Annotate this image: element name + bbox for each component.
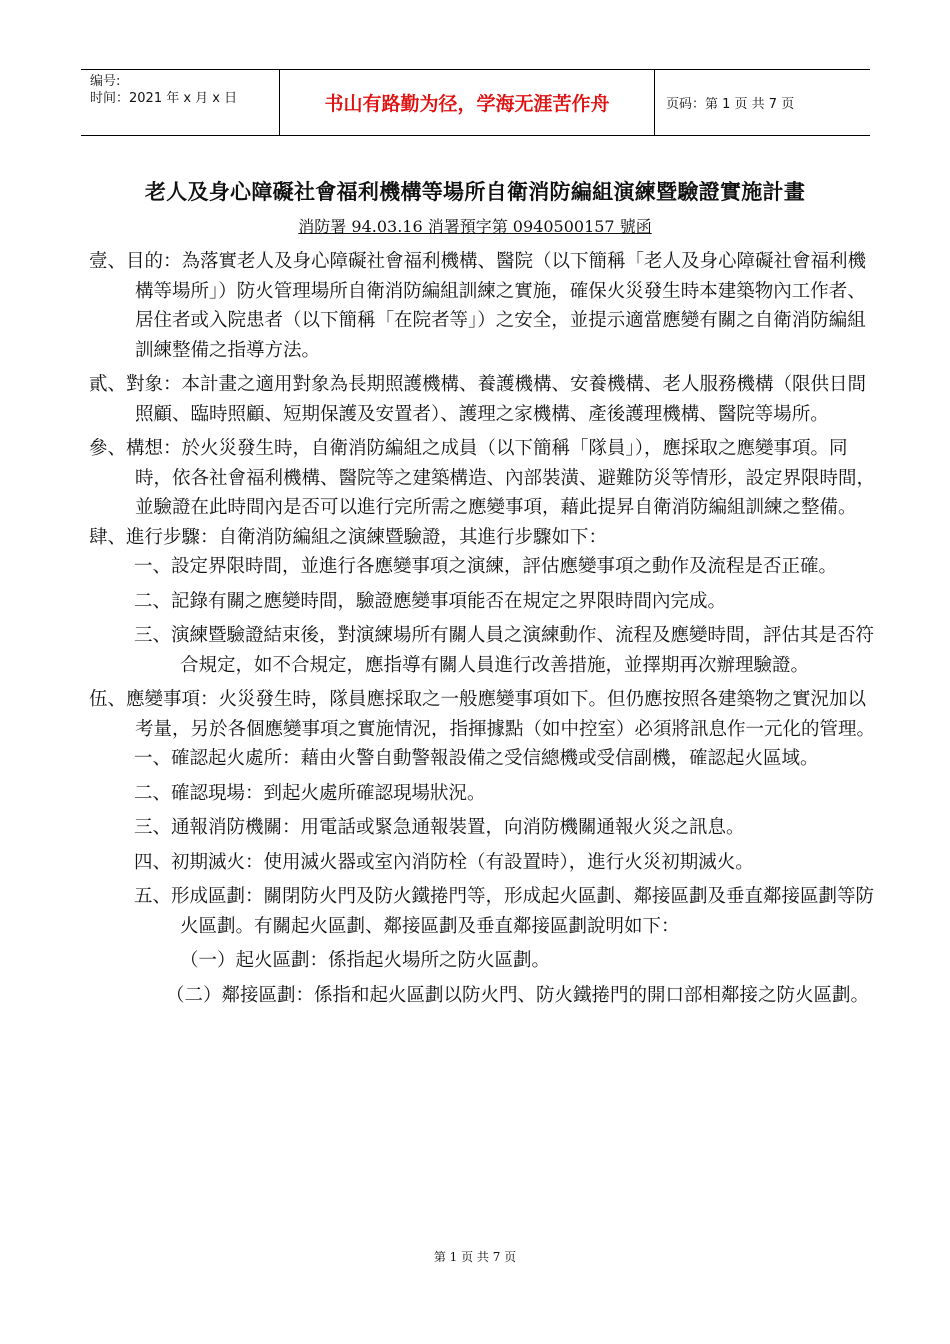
step-item: 一、設定界限時間，並進行各應變事項之演練，評估應變事項之動作及流程是否正確。 [134,556,838,577]
section-concept: 參、構想：於火災發生時，自衛消防編組之成員（以下簡稱「隊員」），應採取之應變事項。同時，依各社會福利機構、醫院等之建築構造、內部裝潢、避難防災等情形，設定界限時間，並驗證在此時間內是否可以進行完所需之應變事項，藉此提昇自衛消防編組訓練之整備。 [89,438,876,518]
zone-item: （一）起火區劃：係指起火場所之防火區劃。 [180,950,551,971]
section-purpose: 壹、目的：為落實老人及身心障礙社會福利機構、醫院（以下簡稱「老人及身心障礙社會福利機構等場所」）防火管理場所自衛消防編組訓練之實施，確保火災發生時本建築物內工作者、居住者或入院患者（以下簡稱「在院者等」）之安全，並提示適當應變有關之自衛消防編組訓練整備之指導方法。 [89,251,867,361]
response-item: 二、確認現場：到起火處所確認現場狀況。 [134,782,486,804]
document-body [89,247,879,1010]
document-title: 老人及身心障礙社會福利機構等場所自衛消防編組演練暨驗證實施計畫 [144,179,806,204]
response-item: 三、通報消防機關：用電話或緊急通報裝置，向消防機關通報火災之訊息。 [134,817,745,838]
page-footer: 第 1 页 共 7 页 [433,1250,517,1264]
document-header [81,69,870,136]
step-item: 二、記錄有關之應變時間，驗證應變事項能否在規定之界限時間內完成。 [134,590,727,612]
number-label: 编号: [90,74,121,89]
zone-item: （二）鄰接區劃：係指和起火區劃以防火門、防火鐵捲門的開口部相鄰接之防火區劃。 [166,984,870,1006]
header-meta [81,70,280,135]
header-motto: 书山有路勤为径，学海无涯苦作舟 [280,70,655,135]
response-item: 五、形成區劃：關閉防火門及防火鐵捲門等，形成起火區劃、鄰接區劃及垂直鄰接區劃等防火區劃。有關起火區劃、鄰接區劃及垂直鄰接區劃說明如下： [134,886,875,937]
step-item: 三、演練暨驗證結束後，對演練場所有關人員之演練動作、流程及應變時間，評估其是否符合規定，如不合規定，應指導有關人員進行改善措施，並擇期再次辦理驗證。 [134,625,875,676]
section-steps: 肆、進行步驟：自衛消防編組之演練暨驗證，其進行步驟如下： [89,526,608,548]
response-item: 四、初期滅火：使用滅火器或室內消防栓（有設置時），進行火災初期滅火。 [134,851,754,873]
section-response: 伍、應變事項：火災發生時，隊員應採取之一般應變事項如下。但仍應按照各建築物之實況加以考量，另於各個應變事項之實施情況，指揮據點（如中控室）必須將訊息作一元化的管理。 [89,689,876,740]
section-scope: 貳、對象：本計畫之適用對象為長期照護機構、養護機構、安養機構、老人服務機構（限供日間照顧、臨時照顧、短期保護及安置者）、護理之家機構、產後護理機構、醫院等場所。 [89,374,867,425]
response-item: 一、確認起火處所：藉由火警自動警報設備之受信總機或受信副機，確認起火區域。 [134,748,819,769]
header-page-label: 页码：第 1 页 共 7 页 [666,97,795,112]
time-label: 时间：2021 年 x 月 x 日 [90,91,238,106]
document-subtitle: 消防署 94.03.16 消署預字第 0940500157 號函 [298,217,652,236]
